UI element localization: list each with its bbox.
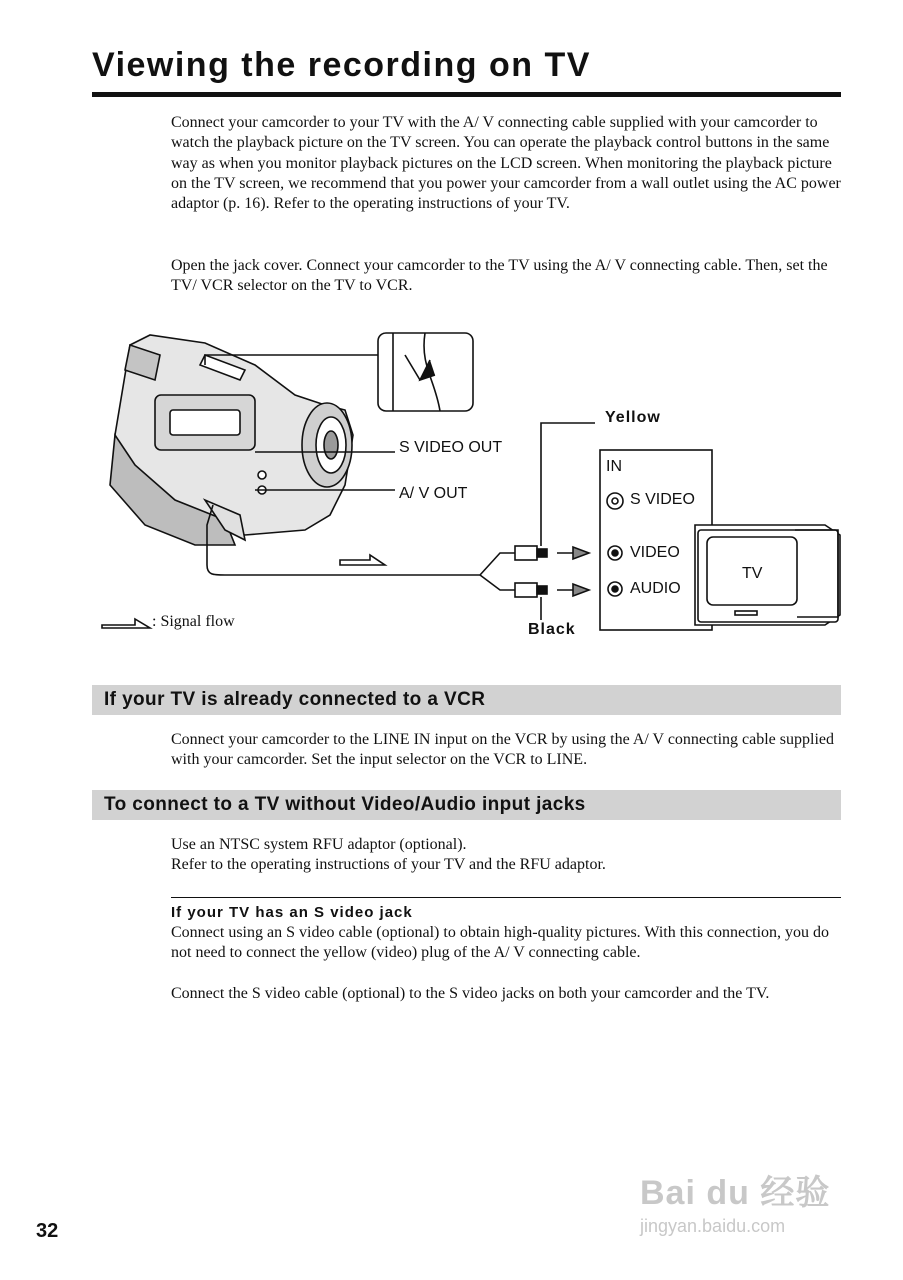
instruction-paragraph: Open the jack cover. Connect your camcorder to the TV using the A/ V connecting cable. Then, set the TV/ VCR selector on the TV to VCR. bbox=[171, 257, 828, 295]
connection-diagram-drawing bbox=[95, 325, 845, 650]
signal-flow-legend-icon bbox=[102, 619, 150, 628]
black-plug-label: Black bbox=[528, 621, 576, 638]
camcorder-icon bbox=[110, 335, 353, 545]
vcr-section-heading: If your TV is already connected to a VCR bbox=[92, 685, 841, 715]
tv-s-video-label: S VIDEO bbox=[630, 491, 695, 508]
signal-flow-legend: : Signal flow bbox=[152, 613, 235, 630]
intro-paragraph: Connect your camcorder to your TV with the A/ V connecting cable supplied with your camcorder to watch the playback picture on the TV screen. You can operate the playback control buttons in the same way as when you monitor playback pictures on the LCD screen. When monitoring the playback picture on the TV screen, we recommend that you power your camcorder from a wall outlet using the AC power adaptor (p. 16). Refer to the operating instructions of your TV. bbox=[171, 114, 841, 213]
subsection-rule bbox=[171, 897, 841, 898]
tv-audio-label: AUDIO bbox=[630, 580, 681, 597]
tv-input-in-label: IN bbox=[606, 458, 622, 475]
yellow-plug-label: Yellow bbox=[605, 409, 661, 426]
watermark-url: jingyan.baidu.com bbox=[640, 1216, 786, 1236]
tv-screen-label: TV bbox=[742, 565, 763, 582]
tv-icon bbox=[695, 525, 840, 625]
watermark bbox=[640, 1165, 850, 1245]
s-video-text-1: Connect using an S video cable (optional) to obtain high-quality pictures. With this connection, you do not need to connect the yellow (video) plug of the A/ V connecting cable. bbox=[171, 924, 830, 962]
connection-diagram bbox=[95, 325, 845, 650]
tv-video-label: VIDEO bbox=[630, 544, 680, 561]
no-av-text-line1: Use an NTSC system RFU adaptor (optional). bbox=[171, 836, 467, 853]
jack-cover-inset-icon bbox=[378, 333, 473, 411]
vcr-section-text: Connect your camcorder to the LINE IN input on the VCR by using the A/ V connecting cable supplied with your camcorder. Set the input selector on the VCR to LINE. bbox=[171, 731, 834, 769]
watermark-brand: Bai du 经验 bbox=[640, 1174, 831, 1212]
title-rule bbox=[92, 92, 841, 97]
no-av-text-line2: Refer to the operating instructions of your TV and the RFU adaptor. bbox=[171, 856, 606, 873]
page-number: 32 bbox=[36, 1220, 59, 1242]
av-out-label: A/ V OUT bbox=[399, 485, 468, 502]
page-title: Viewing the recording on TV bbox=[92, 46, 591, 84]
s-video-text-2: Connect the S video cable (optional) to the S video jacks on both your camcorder and the TV. bbox=[171, 985, 770, 1002]
s-video-subheading: If your TV has an S video jack bbox=[171, 904, 413, 921]
no-av-section-heading: To connect to a TV without Video/Audio input jacks bbox=[92, 790, 841, 820]
s-video-out-label: S VIDEO OUT bbox=[399, 439, 503, 456]
